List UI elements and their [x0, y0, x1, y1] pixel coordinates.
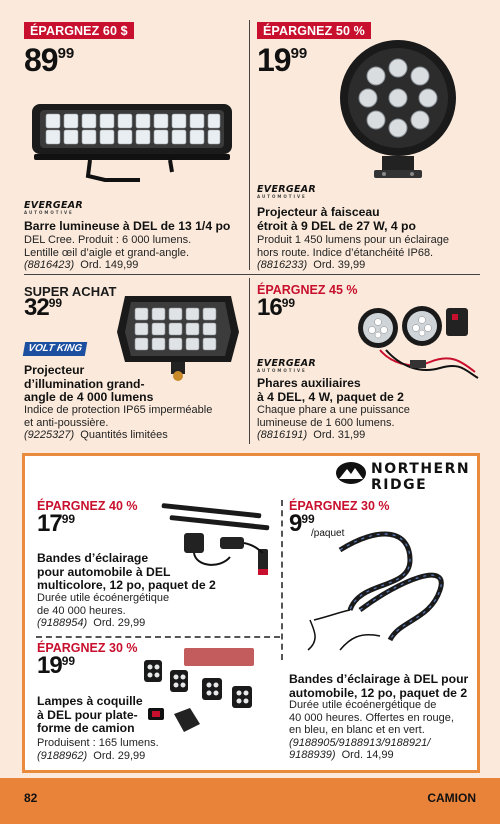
price: $19^{99}$ [37, 652, 76, 679]
product-title: Projecteur d’illumination grand- angle de 4 000 lumens [24, 363, 154, 404]
led-strip-image [300, 520, 470, 660]
price: $9^{99}$ /paquet [289, 510, 345, 539]
product-description: Produisent : 165 lumens. (9188962) Ord. 29,99 [37, 737, 159, 762]
product-title: Bandes d’éclairage à DEL pour automobile, 12 po, paquet de 2 [289, 672, 469, 700]
pod-lights-image [138, 644, 278, 740]
product-description: Chaque phare a une puissance lumineuse de 1 600 lumens. (8816191) Ord. 31,99 [257, 404, 410, 441]
product-description: Indice de protection IP65 imperméable et anti-poussière. (9225327) Quantités limitées [24, 404, 213, 441]
light-bar-image [30, 96, 235, 188]
product-title: Phares auxiliaires à 4 DEL, 4 W, paquet de 2 [257, 376, 404, 404]
product-title: Barre lumineuse à DEL de 13 1/4 po [24, 219, 231, 233]
spot-light-image [338, 38, 458, 188]
evergear-logo: EVERGEAR AUTOMOTIVE [257, 358, 317, 373]
volt-king-logo: VOLT KING [23, 342, 87, 356]
column-divider [249, 278, 250, 444]
discount-label: ÉPARGNEZ 30 % [37, 641, 138, 655]
product-description: Durée utile écoénergétique de 40 000 heures. (9188954) Ord. 29,99 [37, 592, 170, 629]
product-description: DEL Cree. Produit : 6 000 lumens. Lentille œil d’aigle et grand-angle. (8816423) Ord. 149,99 [24, 234, 192, 271]
mountain-icon [335, 461, 367, 485]
discount-badge: ÉPARGNEZ 60 $ [24, 22, 134, 39]
product-title: Projecteur à faisceau étroit à 9 DEL de 27 W, 4 po [257, 205, 416, 233]
discount-label: ÉPARGNEZ 30 % [289, 499, 390, 513]
page-number: 82 [24, 791, 38, 805]
discount-label: ÉPARGNEZ 40 % [37, 499, 138, 513]
column-divider [249, 20, 250, 270]
price: 1999 [257, 42, 308, 78]
price: 8999 [24, 42, 75, 78]
product-title: Lampes à coquille à DEL pour plate- forme de camion [37, 694, 143, 735]
dashed-divider [36, 636, 280, 638]
discount-label: ÉPARGNEZ 45 % [257, 283, 358, 297]
product-description: Produit 1 450 lumens pour un éclairage hors route. Indice d’étanchéité IP68. (8816233) Ord. 39,99 [257, 234, 450, 271]
price: $32^{99}$ [24, 294, 63, 321]
evergear-logo: EVERGEAR AUTOMOTIVE [257, 184, 317, 199]
section-label: CAMION [427, 791, 476, 805]
price: $17^{99}$ [37, 510, 76, 537]
aux-lights-image [350, 300, 480, 382]
row-divider [24, 274, 480, 275]
product-title: Bandes d’éclairage pour automobile à DEL multicolore, 12 po, paquet de 2 [37, 551, 216, 592]
evergear-logo: EVERGEAR AUTOMOTIVE [24, 200, 84, 215]
product-description: Durée utile écoénergétique de 40 000 heures. Offertes en rouge, en bleu, en blanc et en vert. (9188905/9188913/9188921/ 9188939) Ord. 14,99 [289, 699, 454, 761]
northern-ridge-logo: NORTHERN RIDGE [371, 461, 471, 493]
super-deal-label: SUPER ACHAT [24, 284, 117, 299]
dashed-divider [281, 500, 283, 660]
discount-badge: ÉPARGNEZ 50 % [257, 22, 371, 39]
price: $16^{99}$ [257, 294, 296, 321]
page-footer [0, 778, 500, 824]
